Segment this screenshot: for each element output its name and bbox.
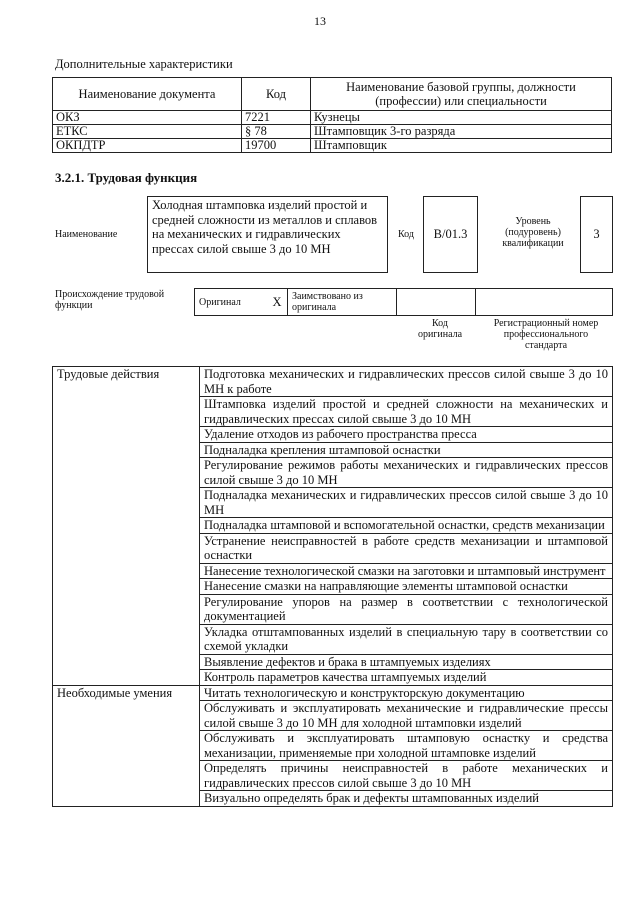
labor-action-item: Нанесение смазки на направляющие элементы штамповой оснастки bbox=[200, 579, 613, 595]
labor-action-item: Регулирование режимов работы механических и гидравлических прессов силой свыше 3 до 10 МН bbox=[200, 458, 613, 488]
labor-action-item: Устранение неисправностей в работе средств механизации и штамповой оснастки bbox=[200, 533, 613, 563]
table-cell: Кузнецы bbox=[311, 111, 612, 125]
table-row bbox=[53, 111, 612, 125]
origin-label: Происхождение трудовой функции bbox=[55, 289, 165, 311]
labor-action-item: Штамповка изделий простой и средней сложности на механических и гидравлических прессах силой свыше 3 до 10 МН bbox=[200, 397, 613, 427]
origin-code-cell bbox=[397, 289, 476, 316]
code-label: Код bbox=[398, 229, 414, 240]
labor-actions-label: Трудовые действия bbox=[53, 367, 200, 686]
skill-item: Обслуживать и эксплуатировать механические и гидравлические прессы силой свыше 3 до 10 МН для холодной штамповки изделий bbox=[200, 701, 613, 731]
labor-action-item: Удаление отходов из рабочего пространства пресса bbox=[200, 427, 613, 443]
labor-action-item: Подналадка штамповой и вспомогательной оснастки, средств механизации bbox=[200, 518, 613, 534]
labor-action-item: Нанесение технологической смазки на заготовки и штамповый инструмент bbox=[200, 563, 613, 579]
table-row bbox=[53, 685, 613, 701]
labor-action-item: Подготовка механических и гидравлических прессов силой свыше 3 до 10 МН к работе bbox=[200, 367, 613, 397]
labor-action-item: Укладка отштампованных изделий в специальную тару в соответствии со схемой укладки bbox=[200, 624, 613, 654]
labor-action-item: Регулирование упоров на размер в соответствии с технологической документацией bbox=[200, 594, 613, 624]
skill-item: Обслуживать и эксплуатировать штамповую оснастку и средства механизации, применяемые при холодной штамповке изделий bbox=[200, 731, 613, 761]
qualification-level-label: Уровень (подуровень) квалификации bbox=[502, 216, 564, 249]
skill-item: Читать технологическую и конструкторскую документацию bbox=[200, 685, 613, 701]
table-cell: Штамповщик 3-го разряда bbox=[311, 125, 612, 139]
origin-code-caption: Код оригинала bbox=[417, 318, 463, 340]
table-cell: ОКЗ bbox=[53, 111, 242, 125]
borrowed-label: Заимствовано из оригинала bbox=[288, 289, 397, 316]
extra-characteristics-table bbox=[52, 77, 612, 153]
table-cell: ЕТКС bbox=[53, 125, 242, 139]
table-row bbox=[53, 139, 612, 153]
header-code: Код bbox=[242, 78, 311, 111]
table-cell: ОКПДТР bbox=[53, 139, 242, 153]
original-label: Оригинал bbox=[195, 289, 268, 316]
table-cell: 7221 bbox=[242, 111, 311, 125]
labor-action-item: Подналадка механических и гидравлических прессов силой свыше 3 до 10 МН bbox=[200, 488, 613, 518]
labor-action-item: Контроль параметров качества штампуемых изделий bbox=[200, 670, 613, 686]
table-cell: § 78 bbox=[242, 125, 311, 139]
table-row bbox=[53, 125, 612, 139]
page-number: 13 bbox=[314, 14, 326, 28]
table-row bbox=[53, 367, 613, 397]
skill-item: Визуально определять брак и дефекты штампованных изделий bbox=[200, 791, 613, 807]
name-label: Наименование bbox=[55, 229, 118, 240]
labor-action-item: Подналадка крепления штамповой оснастки bbox=[200, 442, 613, 458]
original-mark: X bbox=[267, 289, 288, 316]
skill-item: Определять причины неисправностей в работе механических и гидравлических прессов силой свыше 3 до 10 МН bbox=[200, 761, 613, 791]
header-group-name: Наименование базовой группы, должности (профессии) или специальности bbox=[311, 78, 612, 111]
origin-table bbox=[194, 288, 613, 316]
table-row bbox=[195, 289, 613, 316]
table-cell: 19700 bbox=[242, 139, 311, 153]
function-name-value: Холодная штамповка изделий простой и средней сложности из металлов и сплавов на механических и гидравлических прессах силой свыше 3 до 10 МН bbox=[147, 196, 388, 273]
header-document-name: Наименование документа bbox=[53, 78, 242, 111]
qualification-level-value: 3 bbox=[580, 196, 613, 273]
table-cell: Штамповщик bbox=[311, 139, 612, 153]
extra-characteristics-title: Дополнительные характеристики bbox=[55, 57, 233, 71]
function-details-table bbox=[52, 366, 613, 807]
registration-number-caption: Регистрационный номер профессионального стандарта bbox=[493, 318, 599, 351]
skills-label: Необходимые умения bbox=[53, 685, 200, 806]
registration-number-cell bbox=[476, 289, 613, 316]
labor-action-item: Выявление дефектов и брака в штампуемых изделиях bbox=[200, 654, 613, 670]
section-title: 3.2.1. Трудовая функция bbox=[55, 170, 198, 185]
function-code-value: B/01.3 bbox=[423, 196, 478, 273]
table-header-row bbox=[53, 78, 612, 111]
